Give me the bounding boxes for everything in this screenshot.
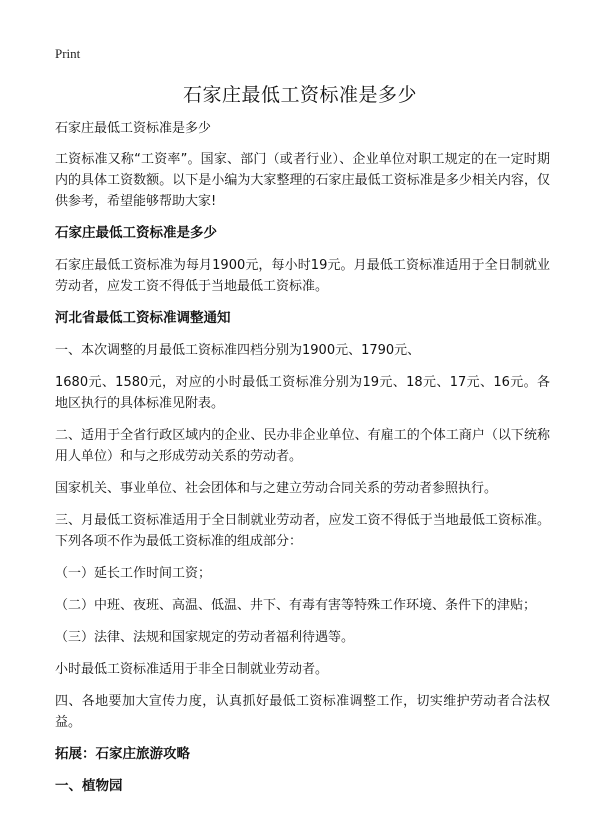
item-1-line-2: 1680元、1580元，对应的小时最低工资标准分别为19元、18元、17元、16元。各地区执行的具体标准见附表。 [55, 375, 550, 411]
sub-item-3: （三）法律、法规和国家规定的劳动者福利待遇等。 [55, 630, 355, 645]
item-2: 二、适用于全省行政区域内的企业、民办非企业单位、有雇工的个体工商户（以下统称用人单位）和与之形成劳动关系的劳动者。 [55, 428, 550, 464]
article-subtitle: 石家庄最低工资标准是多少 [55, 121, 212, 136]
section-heading-travel: 拓展：石家庄旅游攻略 [55, 746, 190, 762]
travel-subheading: 一、植物园 [55, 778, 123, 794]
minimum-wage-paragraph: 石家庄最低工资标准为每月1900元，每小时19元。月最低工资标准适用于全日制就业劳动者，应发工资不得低于当地最低工资标准。 [55, 258, 550, 294]
section-heading-adjustment-notice: 河北省最低工资标准调整通知 [55, 310, 231, 326]
item-4: 四、各地要加大宣传力度，认真抓好最低工资标准调整工作，切实维护劳动者合法权益。 [55, 694, 550, 730]
hourly-note: 小时最低工资标准适用于非全日制就业劳动者。 [55, 662, 329, 677]
sub-item-1: （一）延长工作时间工资； [55, 566, 212, 581]
item-1-line-1: 一、本次调整的月最低工资标准四档分别为1900元、1790元、 [55, 343, 421, 358]
item-3: 三、月最低工资标准适用于全日制就业劳动者，应发工资不得低于当地最低工资标准。下列各项不作为最低工资标准的组成部分： [55, 513, 550, 549]
article-body [55, 118, 550, 808]
print-label[interactable]: Print [55, 46, 81, 61]
page-title: 石家庄最低工资标准是多少 [182, 84, 417, 106]
sub-item-2: （二）中班、夜班、高温、低温、井下、有毒有害等特殊工作环境、条件下的津贴； [55, 598, 537, 613]
section-heading-minimum-wage: 石家庄最低工资标准是多少 [55, 225, 217, 241]
intro-paragraph: 工资标准又称“工资率”。国家、部门（或者行业）、企业单位对职工规定的在一定时期内的具体工资数额。以下是小编为大家整理的石家庄最低工资标准是多少相关内容，仅供参考，希望能够帮助大家! [55, 152, 550, 209]
item-2-note: 国家机关、事业单位、社会团体和与之建立劳动合同关系的劳动者参照执行。 [55, 481, 498, 496]
